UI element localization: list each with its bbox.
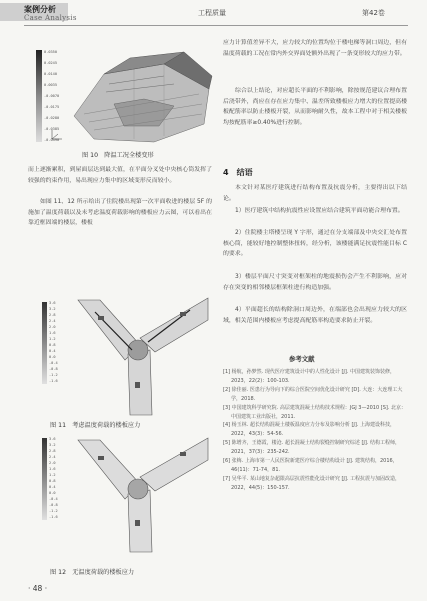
fig12-caption: 图 12 无温度荷载的楼板应力 xyxy=(50,569,135,576)
fig11-legend-label: 1.6 xyxy=(49,331,56,335)
fig10-deformation-image xyxy=(34,44,214,146)
header-section-subtitle: Case Analysis xyxy=(24,14,77,22)
fig11-y-plan xyxy=(78,298,208,415)
fig12-legend-label: 0.8 xyxy=(49,479,56,483)
right-paragraph-2: 综合以上结论，对应超长平面的不利影响，除按规范建议合理布置后浇带外，尚应在存在应力集中、温差所致楼板应力增大的位置提高楼板配筋率以防止楼板开裂，从而影响耐久性，故本工程中对于相关楼板均按配筋率≥0.40%进行控制。 xyxy=(223,88,407,126)
fig10-caption: 图 10 降温工况全楼变形 xyxy=(82,152,154,159)
fig12-legend-label: -1.6 xyxy=(49,515,58,519)
fig11-legend-label: 2.8 xyxy=(49,313,56,317)
reference-item: [3] 中国建筑科学研究院. 高层建筑混凝土结构技术规程：JGJ 3—2010 [S]. 北京：中国建筑工业出版社，2011. xyxy=(223,404,407,420)
fig12-legend-label: -1.2 xyxy=(49,509,58,513)
header-journal-name: 工程质量 xyxy=(198,9,226,17)
references-list xyxy=(223,368,407,493)
fig12-legend-label: 2.4 xyxy=(49,455,56,459)
reference-item: [7] 吴华平. 某山地复杂超限高层抗震性能化设计研究 [J]. 工程抗震与加固改造，2022，44(5)：150-157. xyxy=(223,475,400,491)
references-heading: 参考文献 xyxy=(289,355,315,363)
fig11-legend-label: -0.4 xyxy=(49,361,58,365)
fig11-legend-label: -1.6 xyxy=(49,379,58,383)
reference-item: [6] 张梅. 上海市第一人民医院新建医疗综合楼结构设计 [J]. 建筑结构，2016，46(11)：71-74，81. xyxy=(223,458,398,473)
fig11-legend-label: 0.8 xyxy=(49,343,56,347)
fig11-legend-label: -0.8 xyxy=(49,367,58,371)
fig11-colorbar xyxy=(42,302,47,384)
fig11-legend-label: 2.0 xyxy=(49,325,56,329)
fig10-legend-label: -0.0070 xyxy=(44,94,60,98)
section-4-intro: 本文针对某医疗建筑进行结构布置及抗震分析，主要得出以下结论。 xyxy=(223,185,407,202)
conclusion-item-3: 3）楼层平面尺寸突变对框架柱的地震损伤会产生不利影响，应对存在突变的相邻楼层框架柱进行构造加强。 xyxy=(223,274,407,291)
fig12-legend-label: 0.0 xyxy=(49,491,56,495)
fig11-legend-label: 1.2 xyxy=(49,337,56,341)
right-paragraph-1: 应力计算值差异不大，应力较大的位置均位于楼电梯等洞口周边，但有温度荷载的工况在常内外交界面处额外出现了一条变形较大的应力带。 xyxy=(223,40,407,57)
fig10-building-model xyxy=(74,52,212,142)
header-volume: 第42卷 xyxy=(362,9,385,17)
fig10-legend-label: 0.0035 xyxy=(44,83,57,87)
fig12-stress-image xyxy=(40,434,212,562)
fig10-legend-label: 0.0350 xyxy=(44,50,57,54)
fig10-legend-label: 0.0140 xyxy=(44,72,57,76)
fig12-legend-label: 2.0 xyxy=(49,461,56,465)
fig10-legend-label: -0.0490 xyxy=(44,138,60,142)
fig12-y-plan xyxy=(78,438,208,552)
header-section-title: 案例分析 xyxy=(24,5,56,14)
reference-item: [5] 陈增齐，王德霞，楼沧. 超长混凝土结构裂缝控制研究综述 [J]. 结构工程师，2021，37(3)：235-242. xyxy=(223,440,400,456)
page-number: · 48 · xyxy=(28,584,48,593)
fig11-stress-image xyxy=(40,290,212,418)
conclusion-item-2: 2）住院楼主塔楼呈现 Y 字形，通过在分支端部及中央交汇处布置核心筒，能较好地控制整体扭转，经分析，该楼能满足抗震性能目标 C 的要求。 xyxy=(223,230,407,257)
fig11-caption: 图 11 考虑温度荷载的楼板应力 xyxy=(50,422,141,429)
fig12-legend-label: 3.2 xyxy=(49,443,56,447)
conclusion-item-4: 4）平面超长的结构除洞口周边外，在端部也会出现应力较大的区域，相关范围内楼板应考虑提高配筋率构造要求防止开裂。 xyxy=(223,307,407,324)
reference-item: [4] 杨玉林. 超长结构混凝土楼板温度应力分布及影响分析 [J]. 上海建设科技，2022，43(3)：54-56. xyxy=(223,422,395,438)
header-divider xyxy=(24,25,408,26)
fig12-legend-label: 2.8 xyxy=(49,449,56,453)
fig12-legend-label: 1.6 xyxy=(49,467,56,471)
reference-item: [1] 杨航，孙梦然. 现代医疗建筑设计中的人性化设计 [J]. 中国建筑装饰装修，2023，22(2)：100-103. xyxy=(223,369,395,384)
left-paragraph-1: 而上逐渐累积，到屋面层达到最大值，在平面分叉处中央核心筒发挥了较强的约束作用，易出现应力集中的区域变形反而较小。 xyxy=(28,167,212,184)
fig11-legend-label: 0.4 xyxy=(49,349,56,353)
fig12-legend-label: 1.2 xyxy=(49,473,56,477)
fig10-legend-label: 0.0245 xyxy=(44,61,57,65)
page-header xyxy=(0,0,427,34)
fig11-legend-label: 2.4 xyxy=(49,319,56,323)
fig10-colorbar xyxy=(36,50,42,142)
fig11-legend-label: -1.2 xyxy=(49,373,58,377)
section-4-heading: 4 结语 xyxy=(223,168,253,177)
fig11-legend-label: 0.0 xyxy=(49,355,56,359)
fig10-legend-label: -0.0385 xyxy=(44,127,60,131)
fig12-legend-label: -0.8 xyxy=(49,503,58,507)
conclusion-item-1: 1）医疗建筑中结构抗震性应设置应结合建筑平面功能合理布置。 xyxy=(235,208,404,214)
left-paragraph-2: 如图 11、12 所示给出了住院楼出现第一次平面收进的楼层 5F 的施加了温度荷载以及未考虑温度荷载影响的楼板应力云图，可以看出在靠近框固端的楼层，楼板 xyxy=(28,199,212,226)
fig12-legend-label: 3.6 xyxy=(49,437,56,441)
fig11-legend-label: 3.2 xyxy=(49,307,56,311)
fig12-legend-label: -0.4 xyxy=(49,497,58,501)
fig10-legend-label: -0.0280 xyxy=(44,116,60,120)
fig12-legend-label: 0.4 xyxy=(49,485,56,489)
fig11-legend-label: 3.6 xyxy=(49,301,56,305)
fig12-colorbar xyxy=(42,438,47,520)
reference-item: [2] 徐佳丽. 医患行为导向下的综合医院空间优化设计研究 [D]. 大连：大连理工大学，2018. xyxy=(223,386,403,402)
fig10-legend-label: -0.0175 xyxy=(44,105,60,109)
